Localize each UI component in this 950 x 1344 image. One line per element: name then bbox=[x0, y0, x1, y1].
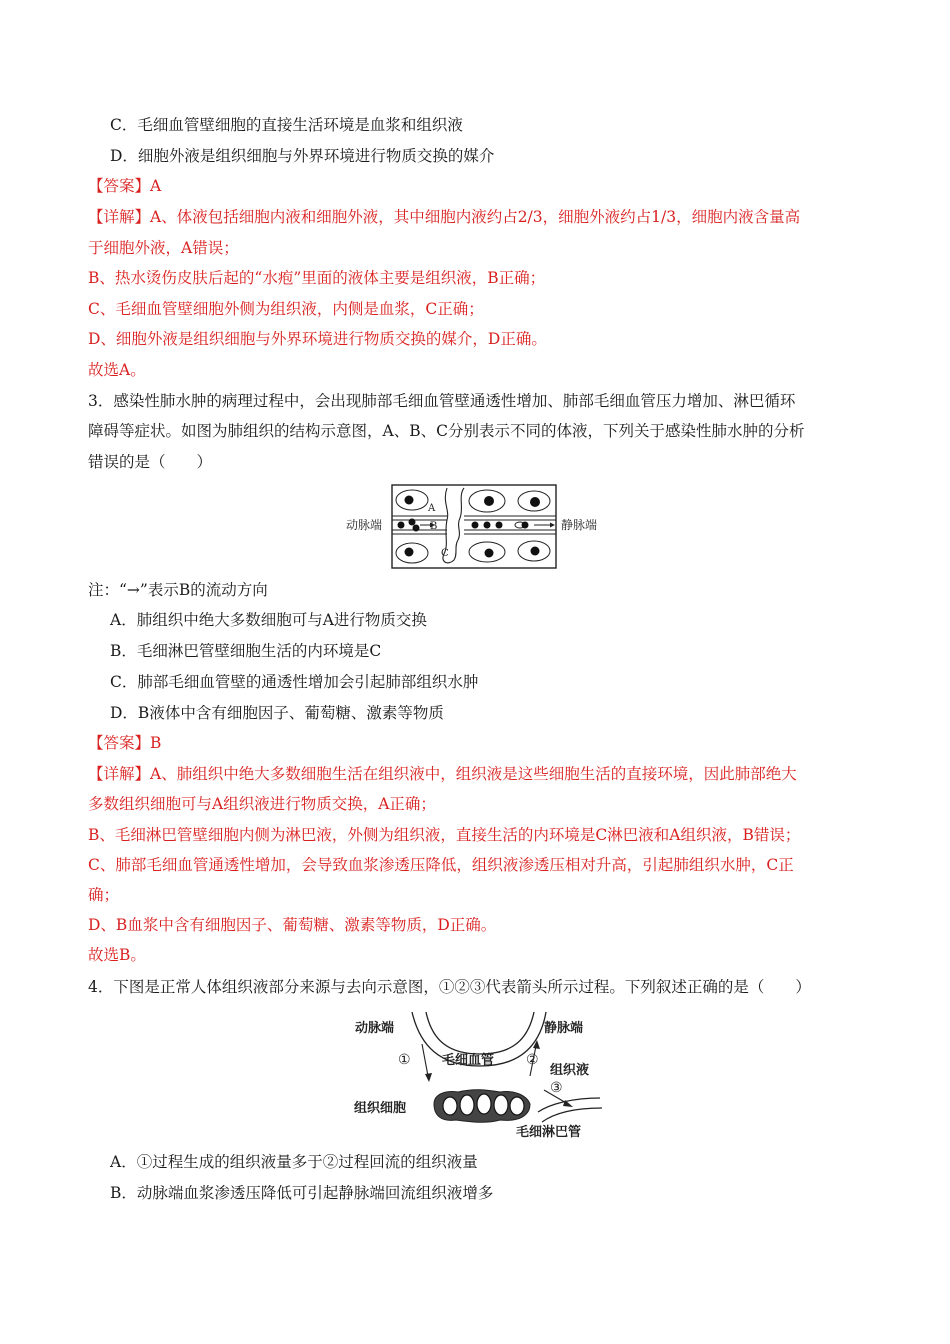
label-process-3: ③ bbox=[550, 1080, 563, 1096]
label-artery-end: 动脉端 bbox=[355, 1021, 395, 1036]
q3-answer: 【答案】B bbox=[88, 734, 162, 752]
q3-detail-line: C、肺部毛细血管通透性增加，会导致血浆渗透压降低，组织液渗透压相对升高，引起肺组织水肿，C正 bbox=[88, 856, 794, 874]
label-b: B bbox=[430, 521, 438, 532]
q2-detail-line: 【详解】A、体液包括细胞内液和细胞外液，其中细胞内液约占2/3，细胞外液约占1/3，细胞内液含量高 bbox=[88, 208, 801, 226]
q3-detail-line: 多数组织细胞可与A组织液进行物质交换，A正确； bbox=[88, 795, 436, 813]
label-artery-end: 动脉端 bbox=[346, 518, 383, 532]
q3-option-d: D．B液体中含有细胞因子、葡萄糖、激素等物质 bbox=[110, 704, 444, 722]
label-process-2: ② bbox=[526, 1052, 539, 1068]
q3-conclusion: 故选B。 bbox=[88, 946, 146, 964]
q2-detail-line: C、毛细血管壁细胞外侧为组织液，内侧是血浆，C正确； bbox=[88, 300, 484, 318]
q2-answer: 【答案】A bbox=[88, 177, 162, 195]
label-lymph-capillary: 毛细淋巴管 bbox=[516, 1125, 582, 1140]
lung-tissue-figure bbox=[346, 482, 606, 572]
q3-stem-line: 3．感染性肺水肿的病理过程中，会出现肺部毛细血管壁通透性增加、肺部毛细血管压力增加、淋巴循环 bbox=[88, 392, 796, 410]
label-vein-end: 静脉端 bbox=[544, 1021, 584, 1036]
q3-detail-line: 确； bbox=[88, 886, 120, 904]
q4-stem: 4．下图是正常人体组织液部分来源与去向示意图，①②③代表箭头所示过程。下列叙述正确的是（ ） bbox=[88, 978, 811, 996]
q3-option-a: A．肺组织中绝大多数细胞可与A进行物质交换 bbox=[110, 611, 427, 629]
q2-detail-line: D、细胞外液是组织细胞与外界环境进行物质交换的媒介，D正确。 bbox=[88, 330, 547, 348]
q3-option-b: B．毛细淋巴管壁细胞生活的内环境是C bbox=[110, 642, 382, 660]
q3-note: 注：“→”表示B的流动方向 bbox=[88, 581, 268, 599]
label-a: A bbox=[428, 503, 436, 514]
q3-detail-line: B、毛细淋巴管壁细胞内侧为淋巴液，外侧为组织液，直接生活的内环境是C淋巴液和A组织液，B错误； bbox=[88, 826, 801, 844]
q2-option-c: C．毛细血管壁细胞的直接生活环境是血浆和组织液 bbox=[110, 116, 463, 134]
label-capillary: 毛细血管 bbox=[442, 1053, 495, 1068]
q2-option-d: D．细胞外液是组织细胞与外界环境进行物质交换的媒介 bbox=[110, 147, 495, 165]
q3-option-c: C．肺部毛细血管壁的通透性增加会引起肺部组织水肿 bbox=[110, 673, 479, 691]
q2-conclusion: 故选A。 bbox=[88, 361, 146, 379]
tissue-fluid-figure bbox=[350, 1006, 610, 1142]
label-vein-end: 静脉端 bbox=[561, 518, 598, 532]
q3-stem-line: 障碍等症状。如图为肺组织的结构示意图，A、B、C分别表示不同的体液，下列关于感染性肺水肿的分析 bbox=[88, 422, 805, 440]
q3-stem-line: 错误的是（ ） bbox=[88, 453, 213, 471]
q3-detail-line: D、B血浆中含有细胞因子、葡萄糖、激素等物质，D正确。 bbox=[88, 916, 497, 934]
q4-option-b: B．动脉端血浆渗透压降低可引起静脉端回流组织液增多 bbox=[110, 1184, 494, 1202]
label-tissue-cells: 组织细胞 bbox=[354, 1101, 407, 1116]
q3-detail-line: 【详解】A、肺组织中绝大多数细胞生活在组织液中，组织液是这些细胞生活的直接环境，因此肺部绝大 bbox=[88, 765, 797, 783]
label-tissue-fluid: 组织液 bbox=[550, 1063, 590, 1078]
q4-option-a: A．①过程生成的组织液量多于②过程回流的组织液量 bbox=[110, 1153, 478, 1171]
q2-detail-line: B、热水烫伤皮肤后起的“水疱”里面的液体主要是组织液，B正确； bbox=[88, 269, 546, 287]
q2-detail-line: 于细胞外液，A错误； bbox=[88, 239, 239, 257]
label-c: C bbox=[441, 548, 449, 559]
label-process-1: ① bbox=[398, 1052, 411, 1068]
